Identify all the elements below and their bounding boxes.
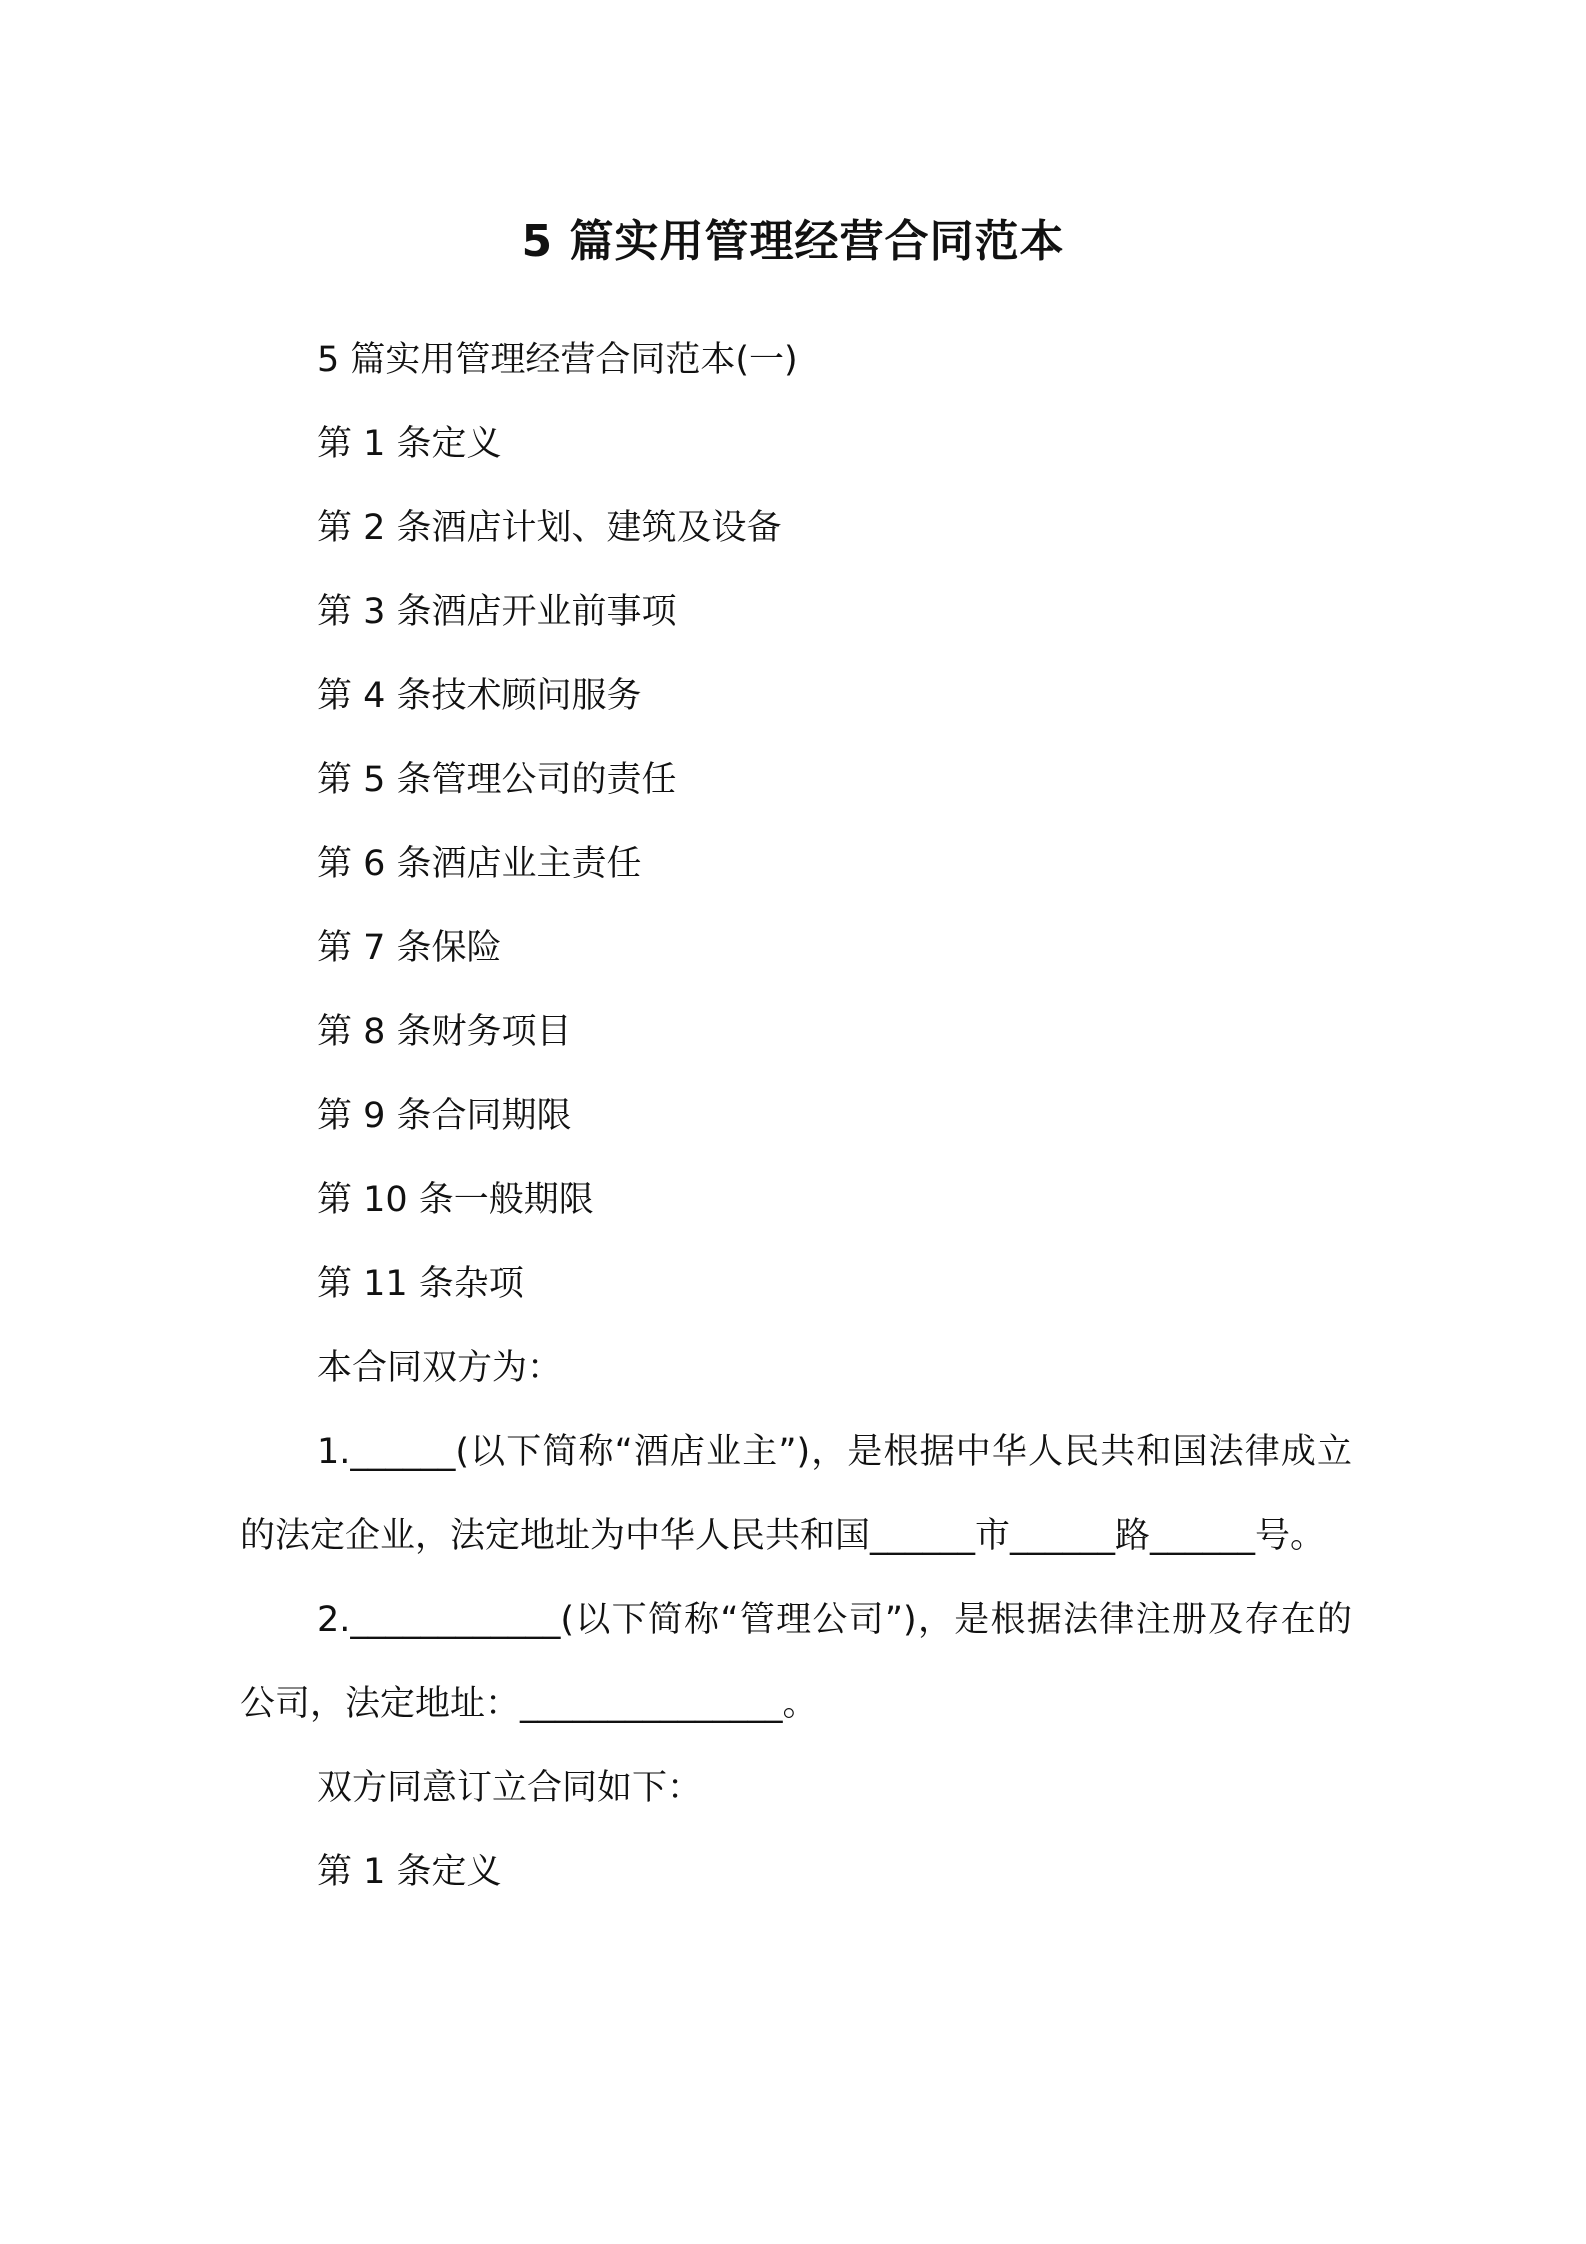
- parties-intro: 本合同双方为：: [317, 1348, 563, 1388]
- toc-item: 第 6 条酒店业主责任: [317, 844, 642, 884]
- document-title: 5 篇实用管理经营合同范本: [521, 216, 1065, 267]
- toc-item: 第 10 条一般期限: [317, 1180, 594, 1220]
- contract-subtitle: 5 篇实用管理经营合同范本(一): [317, 340, 798, 380]
- toc-item: 第 4 条技术顾问服务: [317, 676, 642, 716]
- party-1-paragraph: 1.______(以下简称“酒店业主”)，是根据中华人民共和国法律成立的法定企业，法定地址为中华人民共和国______市______路______号。: [240, 1432, 1352, 1556]
- party-2-paragraph: 2.____________(以下简称“管理公司”)，是根据法律注册及存在的公司，法定地址：_______________。: [240, 1600, 1352, 1724]
- agreement-statement: 双方同意订立合同如下：: [317, 1768, 703, 1808]
- toc-item: 第 5 条管理公司的责任: [317, 760, 677, 800]
- toc-item: 第 7 条保险: [317, 928, 502, 968]
- toc-item: 第 3 条酒店开业前事项: [317, 592, 677, 632]
- toc-item: 第 1 条定义: [317, 424, 502, 464]
- toc-item: 第 8 条财务项目: [317, 1012, 572, 1052]
- section-1-heading: 第 1 条定义: [317, 1852, 502, 1892]
- toc-item: 第 9 条合同期限: [317, 1096, 572, 1136]
- toc-item: 第 2 条酒店计划、建筑及设备: [317, 508, 782, 548]
- document-body: [240, 318, 1352, 1914]
- toc-item: 第 11 条杂项: [317, 1264, 524, 1304]
